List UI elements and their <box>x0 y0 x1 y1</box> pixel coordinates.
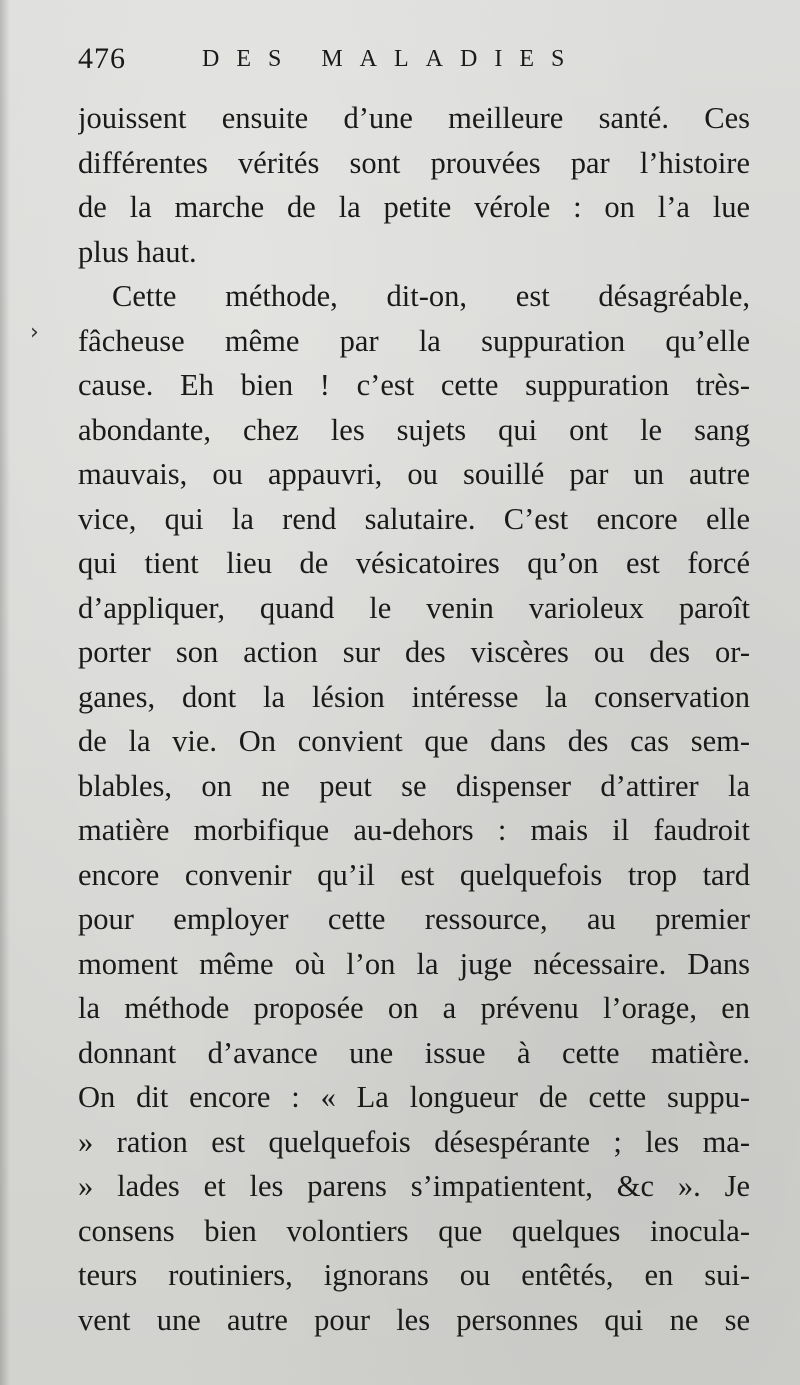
text-line: matière morbifique au-dehors : mais il faudroit <box>78 813 750 847</box>
body-text <box>78 96 750 1342</box>
text-line: teurs routiniers, ignorans ou entêtés, en sui- <box>78 1258 750 1292</box>
text-line: moment même où l’on la juge nécessaire. Dans <box>78 946 750 981</box>
text-line: porter son action sur des viscères ou des or- <box>78 635 750 669</box>
text-line: » ration est quelquefois désespérante ; les ma- <box>78 1124 750 1159</box>
margin-mark: › <box>30 320 39 345</box>
text-line: cause. Eh bien ! c’est cette suppuration très- <box>78 368 750 402</box>
text-line: Cette méthode, dit-on, est désagréable, <box>112 279 750 313</box>
text-line: vice, qui la rend salutaire. C’est encore elle <box>78 501 750 536</box>
text-line: ganes, dont la lésion intéresse la conservation <box>78 679 750 714</box>
text-line: jouissent ensuite d’une meilleure santé. Ces <box>78 101 750 135</box>
text-line: d’appliquer, quand le venin varioleux paroît <box>78 590 750 625</box>
text-line: blables, on ne peut se dispenser d’attirer la <box>78 768 750 803</box>
text-line: abondante, chez les sujets qui ont le sang <box>78 412 750 447</box>
running-head: DES MALADIES <box>202 46 582 72</box>
text-line: encore convenir qu’il est quelquefois trop tard <box>78 857 750 892</box>
page-gutter-shadow <box>0 0 10 1385</box>
text-line: On dit encore : « La longueur de cette suppu- <box>78 1080 750 1114</box>
text-line: donnant d’avance une issue à cette matière. <box>78 1035 750 1070</box>
page-header <box>78 42 778 82</box>
text-line: différentes vérités sont prouvées par l’histoire <box>78 145 750 180</box>
text-line: consens bien volontiers que quelques inocula- <box>78 1213 750 1248</box>
text-line: de la vie. On convient que dans des cas sem- <box>78 724 750 758</box>
text-line: plus haut. <box>78 234 197 269</box>
text-line: fâcheuse même par la suppuration qu’elle <box>78 323 750 358</box>
text-line: » lades et les parens s’impatientent, &c ». Je <box>78 1169 750 1203</box>
text-line: la méthode proposée on a prévenu l’orage, en <box>78 991 750 1025</box>
text-line: de la marche de la petite vérole : on l’a lue <box>78 190 750 224</box>
text-line: qui tient lieu de vésicatoires qu’on est forcé <box>78 546 750 580</box>
text-line: pour employer cette ressource, au premier <box>78 902 750 936</box>
text-line: mauvais, ou appauvri, ou souillé par un autre <box>78 457 750 491</box>
text-line: vent une autre pour les personnes qui ne se <box>78 1302 750 1337</box>
page-number: 476 <box>78 42 126 75</box>
